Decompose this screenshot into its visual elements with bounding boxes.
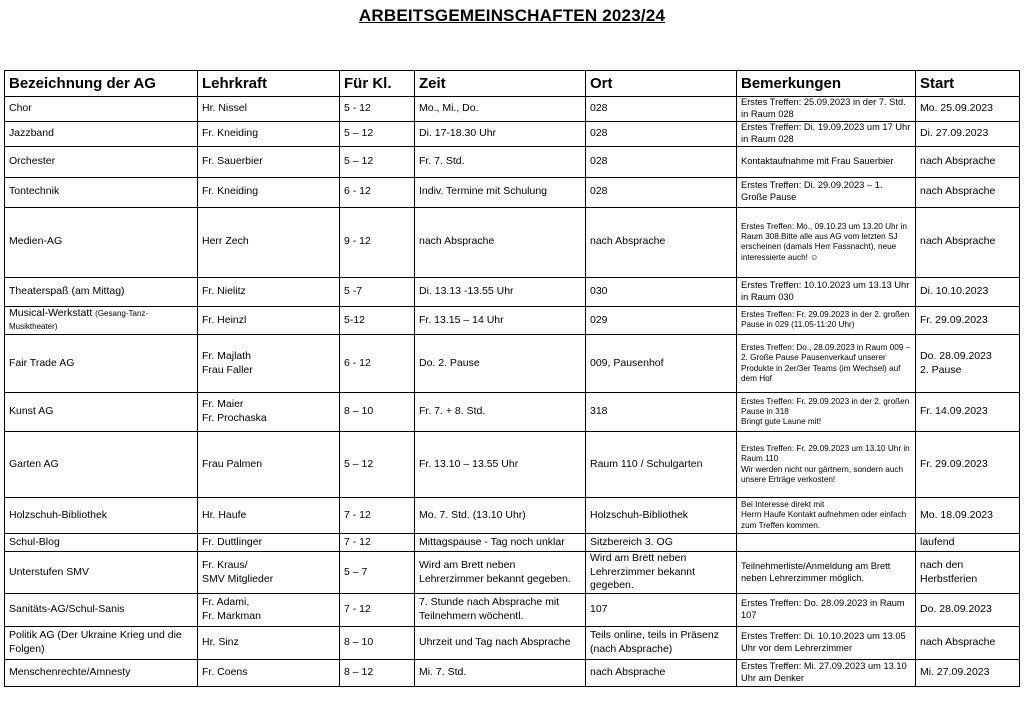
cell-grade <box>340 534 415 552</box>
cell-time-text: Mo. 7. Std. (13.10 Uhr) <box>419 508 526 521</box>
cell-notes-text: Erstes Treffen: Di. 10.10.2023 um 13.05 Uhr vor dem Lehrerzimmer <box>741 631 906 653</box>
cell-teacher-text: Hr. Nissel <box>202 102 247 115</box>
cell-teacher <box>198 207 340 277</box>
cell-notes <box>737 122 916 147</box>
cell-ag-text: Theaterspaß (am Mittag) <box>9 284 125 297</box>
cell-time-text: nach Absprache <box>419 235 495 248</box>
cell-grade <box>340 97 415 122</box>
cell-notes <box>737 97 916 122</box>
cell-grade-text: 8 – 10 <box>344 405 374 418</box>
cell-teacher-text: Fr. Kneiding <box>202 127 259 140</box>
cell-time <box>415 534 586 552</box>
cell-place-text: Holzschuh-Bibliothek <box>590 508 689 521</box>
cell-notes-text: Erstes Treffen: Do., 28.09.2023 in Raum 009 – 2. Große Pause Pausenverkauf unserer Produkte in 2er/3er Teams (im Wechsel) auf dem Hof <box>741 343 911 383</box>
table-row <box>5 177 1020 207</box>
table-row <box>5 432 1020 498</box>
cell-start-text: Mo. 25.09.2023 <box>920 102 993 115</box>
cell-teacher-text: Fr. Heinzl <box>202 313 247 326</box>
cell-grade-text: 6 - 12 <box>344 185 371 198</box>
cell-time <box>415 177 586 207</box>
table-row <box>5 626 1020 659</box>
cell-grade <box>340 593 415 626</box>
table-row <box>5 97 1020 122</box>
cell-place-text: Wird am Brett neben Lehrerzimmer bekannt gegeben. <box>590 552 696 592</box>
cell-time-text: Wird am Brett neben Lehrerzimmer bekannt gegeben. <box>419 558 571 585</box>
cell-place-text: 028 <box>590 127 608 140</box>
table-row <box>5 393 1020 432</box>
cell-ag-text: Kunst AG <box>9 405 54 418</box>
cell-grade-text: 9 - 12 <box>344 235 371 248</box>
cell-notes <box>737 552 916 594</box>
cell-place-text: Teils online, teils in Präsenz (nach Absprache) <box>590 629 719 655</box>
cell-start-text: Do. 28.09.2023 <box>920 603 992 616</box>
cell-time <box>415 393 586 432</box>
cell-grade-text: 8 – 12 <box>344 666 374 679</box>
cell-place-text: 028 <box>590 185 608 198</box>
page-title: ARBEITSGEMEINSCHAFTEN 2023/24 <box>358 6 666 25</box>
cell-time-text: Di. 17-18.30 Uhr <box>419 127 497 140</box>
table-row <box>5 552 1020 594</box>
ag-table <box>4 70 1020 687</box>
cell-notes <box>737 207 916 277</box>
header-place: Ort <box>586 71 737 97</box>
cell-notes <box>737 393 916 432</box>
cell-grade <box>340 122 415 147</box>
cell-notes <box>737 146 916 177</box>
cell-ag-text: Holzschuh-Bibliothek <box>9 508 108 521</box>
cell-place <box>586 432 737 498</box>
cell-start-text: Mi. 27.09.2023 <box>920 666 990 679</box>
cell-teacher <box>198 122 340 147</box>
table-row <box>5 335 1020 393</box>
cell-place-text: 028 <box>590 102 608 115</box>
cell-place-text: Sitzbereich 3. OG <box>590 535 673 548</box>
cell-time <box>415 659 586 686</box>
cell-time-text: Uhrzeit und Tag nach Absprache <box>419 636 571 649</box>
cell-ag-text: Tontechnik <box>9 185 60 198</box>
cell-ag <box>5 122 198 147</box>
header-start: Start <box>916 71 1020 97</box>
cell-place-text: Raum 110 / Schulgarten <box>590 457 703 470</box>
cell-ag <box>5 207 198 277</box>
cell-start <box>916 335 1020 393</box>
cell-notes <box>737 277 916 306</box>
cell-notes <box>737 593 916 626</box>
cell-time-text: Indiv. Termine mit Schulung <box>419 185 548 198</box>
cell-time <box>415 277 586 306</box>
cell-grade-text: 5-12 <box>344 313 366 326</box>
cell-notes <box>737 335 916 393</box>
cell-start-text: nach Absprache <box>920 185 996 198</box>
cell-teacher <box>198 552 340 594</box>
cell-place-text: nach Absprache <box>590 666 666 679</box>
cell-notes <box>737 534 916 552</box>
cell-ag-text: Fair Trade AG <box>9 356 75 369</box>
cell-ag <box>5 177 198 207</box>
cell-grade <box>340 306 415 334</box>
table-row <box>5 122 1020 147</box>
cell-teacher-text: Frau Palmen <box>202 457 263 470</box>
table-row <box>5 593 1020 626</box>
cell-teacher-text: Herr Zech <box>202 235 249 248</box>
cell-teacher <box>198 146 340 177</box>
cell-time <box>415 146 586 177</box>
cell-start <box>916 146 1020 177</box>
cell-start-text: nach Absprache <box>920 235 996 248</box>
cell-notes-text: Erstes Treffen: Fr. 29.09.2023 um 13.10 Uhr in Raum 110 Wir werden nicht nur gärtnern, sondern auch unsere Erträge verkosten! <box>741 444 910 484</box>
cell-start <box>916 277 1020 306</box>
cell-ag <box>5 335 198 393</box>
cell-grade <box>340 177 415 207</box>
cell-place-text: 107 <box>590 603 608 616</box>
cell-teacher-text: Fr. Majlath Frau Faller <box>202 349 253 376</box>
cell-start <box>916 659 1020 686</box>
cell-grade-text: 8 – 10 <box>344 636 374 649</box>
table-row <box>5 534 1020 552</box>
cell-time <box>415 207 586 277</box>
cell-place <box>586 534 737 552</box>
cell-ag <box>5 498 198 534</box>
cell-grade-text: 5 - 12 <box>344 102 371 115</box>
cell-notes <box>737 498 916 534</box>
cell-place-text: 029 <box>590 313 608 326</box>
cell-place-text: 030 <box>590 284 608 297</box>
cell-grade-text: 5 – 7 <box>344 565 368 578</box>
cell-start-text: Fr. 14.09.2023 <box>920 405 988 418</box>
cell-ag-text: Garten AG <box>9 457 59 470</box>
cell-place <box>586 277 737 306</box>
cell-ag-text: Jazzband <box>9 127 54 140</box>
cell-teacher-text: Fr. Duttlinger <box>202 535 263 548</box>
cell-notes-text: Erstes Treffen: Fr. 29.09.2023 in der 2. großen Pause in 029 (11.05-11:20 Uhr) <box>741 310 910 330</box>
cell-place <box>586 146 737 177</box>
cell-notes-text: Erstes Treffen: 25.09.2023 in der 7. Std. in Raum 028 <box>741 97 906 119</box>
cell-place <box>586 498 737 534</box>
cell-teacher <box>198 432 340 498</box>
cell-start <box>916 122 1020 147</box>
cell-ag <box>5 277 198 306</box>
cell-notes-text: Erstes Treffen: Di. 19.09.2023 um 17 Uhr in Raum 028 <box>741 122 911 144</box>
cell-time-text: Fr. 7. Std. <box>419 154 465 167</box>
header-teacher: Lehrkraft <box>198 71 340 97</box>
cell-grade-text: 5 -7 <box>344 284 363 297</box>
cell-teacher <box>198 593 340 626</box>
cell-grade-text: 7 - 12 <box>344 603 371 616</box>
cell-start-text: Fr. 29.09.2023 <box>920 457 988 470</box>
cell-time <box>415 306 586 334</box>
cell-teacher <box>198 659 340 686</box>
cell-grade-text: 5 – 12 <box>344 154 374 167</box>
cell-teacher-text: Fr. Kraus/ SMV Mitglieder <box>202 558 274 585</box>
cell-ag <box>5 552 198 594</box>
cell-grade <box>340 552 415 594</box>
cell-time-text: Mo., Mi., Do. <box>419 102 479 115</box>
cell-grade-text: 6 - 12 <box>344 356 371 369</box>
cell-time-text: Fr. 7. + 8. Std. <box>419 405 486 418</box>
cell-teacher <box>198 177 340 207</box>
cell-start <box>916 207 1020 277</box>
cell-ag <box>5 432 198 498</box>
header-ag: Bezeichnung der AG <box>5 71 198 97</box>
cell-time <box>415 97 586 122</box>
cell-time <box>415 122 586 147</box>
table-row <box>5 277 1020 306</box>
table-row <box>5 659 1020 686</box>
cell-grade-text: 5 – 12 <box>344 457 374 470</box>
cell-time-text: 7. Stunde nach Absprache mit Teilnehmern wöchentl. <box>419 596 560 622</box>
cell-place-text: nach Absprache <box>590 235 666 248</box>
cell-notes-text: Erstes Treffen: Di. 29.09.2023 – 1. Große Pause <box>741 180 883 203</box>
table-row <box>5 306 1020 334</box>
table-row <box>5 498 1020 534</box>
cell-teacher <box>198 498 340 534</box>
cell-grade <box>340 393 415 432</box>
cell-teacher <box>198 393 340 432</box>
cell-time-text: Mittagspause - Tag noch unklar <box>419 535 565 548</box>
cell-grade <box>340 277 415 306</box>
cell-ag-text: Politik AG (Der Ukraine Krieg und die Folgen) <box>9 629 182 655</box>
cell-teacher-text: Fr. Adami, Fr. Markman <box>202 596 261 622</box>
cell-place <box>586 122 737 147</box>
cell-grade <box>340 335 415 393</box>
cell-start <box>916 97 1020 122</box>
cell-start-text: nach den Herbstferien <box>920 558 978 585</box>
cell-ag-text: Unterstufen SMV <box>9 565 89 578</box>
cell-notes-text: Erstes Treffen: Do. 28.09.2023 in Raum 107 <box>741 598 905 620</box>
cell-notes-text: Bei Interesse direkt mit Herrn Haufe Kontakt aufnehmen oder einfach zum Treffen kommen. <box>741 500 907 530</box>
cell-ag-text: Medien-AG <box>9 235 63 248</box>
cell-notes-text: Erstes Treffen: Mi. 27.09.2023 um 13.10 Uhr am Denker <box>741 661 907 683</box>
cell-place <box>586 335 737 393</box>
cell-time-text: Fr. 13.10 – 13.55 Uhr <box>419 457 519 470</box>
cell-notes <box>737 626 916 659</box>
cell-start-text: Mo. 18.09.2023 <box>920 508 993 521</box>
cell-ag-text: Menschenrechte/Amnesty <box>9 666 131 679</box>
cell-place-text: 028 <box>590 154 608 167</box>
cell-start <box>916 177 1020 207</box>
cell-notes <box>737 659 916 686</box>
cell-grade <box>340 626 415 659</box>
cell-ag <box>5 97 198 122</box>
cell-grade-text: 5 – 12 <box>344 127 374 140</box>
cell-place <box>586 626 737 659</box>
cell-start-text: laufend <box>920 535 955 548</box>
cell-ag-text: Musical-Werkstatt <box>9 306 93 319</box>
cell-place <box>586 593 737 626</box>
cell-start-text: nach Absprache <box>920 154 996 167</box>
cell-ag <box>5 593 198 626</box>
cell-time <box>415 552 586 594</box>
cell-teacher <box>198 277 340 306</box>
cell-time-text: Fr. 13.15 – 14 Uhr <box>419 313 504 326</box>
cell-start <box>916 626 1020 659</box>
cell-ag <box>5 626 198 659</box>
cell-place-text: 009, Pausenhof <box>590 356 664 369</box>
cell-time-text: Di. 13.13 -13.55 Uhr <box>419 284 514 297</box>
cell-teacher-text: Fr. Nielitz <box>202 284 246 297</box>
cell-start-text: Di. 10.10.2023 <box>920 284 989 297</box>
cell-teacher-text: Fr. Coens <box>202 666 248 679</box>
cell-time <box>415 626 586 659</box>
header-notes: Bemerkungen <box>737 71 916 97</box>
cell-grade <box>340 207 415 277</box>
cell-ag-text: Sanitäts-AG/Schul-Sanis <box>9 603 125 616</box>
cell-time-text: Do. 2. Pause <box>419 356 480 369</box>
cell-notes-text: Erstes Treffen: Fr. 29.09.2023 in der 2. großen Pause in 318 Bringt gute Laune mit! <box>741 396 910 427</box>
cell-start <box>916 534 1020 552</box>
cell-notes <box>737 306 916 334</box>
cell-teacher-text: Fr. Kneiding <box>202 185 259 198</box>
cell-ag <box>5 306 198 334</box>
cell-notes-text: Teilnehmerliste/Anmeldung am Brett neben Lehrerzimmer möglich. <box>741 560 891 583</box>
cell-start <box>916 393 1020 432</box>
cell-notes-text: Erstes Treffen: 10.10.2023 um 13.13 Uhr in Raum 030 <box>741 279 910 302</box>
cell-start-text: nach Absprache <box>920 636 996 649</box>
table-row <box>5 207 1020 277</box>
cell-teacher-text: Fr. Maier Fr. Prochaska <box>202 398 267 425</box>
cell-start-text: Do. 28.09.2023 2. Pause <box>920 349 992 376</box>
cell-place <box>586 177 737 207</box>
cell-place <box>586 97 737 122</box>
cell-teacher <box>198 97 340 122</box>
cell-time-text: Mi. 7. Std. <box>419 666 467 679</box>
cell-grade <box>340 498 415 534</box>
cell-time <box>415 593 586 626</box>
cell-teacher-text: Hr. Sinz <box>202 636 239 649</box>
cell-start <box>916 432 1020 498</box>
cell-start <box>916 593 1020 626</box>
cell-ag-text: Schul-Blog <box>9 535 60 548</box>
cell-time <box>415 498 586 534</box>
cell-teacher <box>198 306 340 334</box>
cell-place <box>586 306 737 334</box>
cell-grade <box>340 659 415 686</box>
cell-start-text: Di. 27.09.2023 <box>920 127 989 140</box>
cell-ag <box>5 534 198 552</box>
cell-teacher <box>198 626 340 659</box>
cell-time <box>415 335 586 393</box>
cell-start <box>916 552 1020 594</box>
cell-start <box>916 498 1020 534</box>
cell-start <box>916 306 1020 334</box>
cell-place <box>586 393 737 432</box>
cell-time <box>415 432 586 498</box>
header-time: Zeit <box>415 71 586 97</box>
cell-teacher <box>198 534 340 552</box>
cell-notes <box>737 432 916 498</box>
cell-place <box>586 207 737 277</box>
cell-ag <box>5 393 198 432</box>
cell-place <box>586 552 737 594</box>
cell-notes-text: Kontaktaufnahme mit Frau Sauerbier <box>741 155 894 166</box>
cell-notes <box>737 177 916 207</box>
cell-ag-subtitle: (Gesang-Tanz-Musiktheater) <box>9 308 149 332</box>
table-row <box>5 146 1020 177</box>
cell-teacher-text: Hr. Haufe <box>202 508 247 521</box>
cell-ag <box>5 146 198 177</box>
cell-ag-text: Orchester <box>9 154 56 167</box>
cell-grade <box>340 432 415 498</box>
cell-place <box>586 659 737 686</box>
cell-grade <box>340 146 415 177</box>
ag-table-body <box>5 97 1020 687</box>
cell-notes-text: Erstes Treffen: Mo., 09.10.23 um 13.20 Uhr in Raum 308.Bitte alle aus AG vom letzten SJ erscheinen (damals Herr Fassnacht), neue interessierte auch! ☺ <box>741 221 907 262</box>
cell-grade-text: 7 - 12 <box>344 508 371 521</box>
cell-start-text: Fr. 29.09.2023 <box>920 313 988 326</box>
cell-grade-text: 7 - 12 <box>344 535 371 548</box>
cell-ag-text: Chor <box>9 102 32 115</box>
cell-teacher <box>198 335 340 393</box>
cell-ag <box>5 659 198 686</box>
cell-teacher-text: Fr. Sauerbier <box>202 154 263 167</box>
cell-place-text: 318 <box>590 405 608 418</box>
header-row <box>5 71 1020 97</box>
header-grade: Für Kl. <box>340 71 415 97</box>
